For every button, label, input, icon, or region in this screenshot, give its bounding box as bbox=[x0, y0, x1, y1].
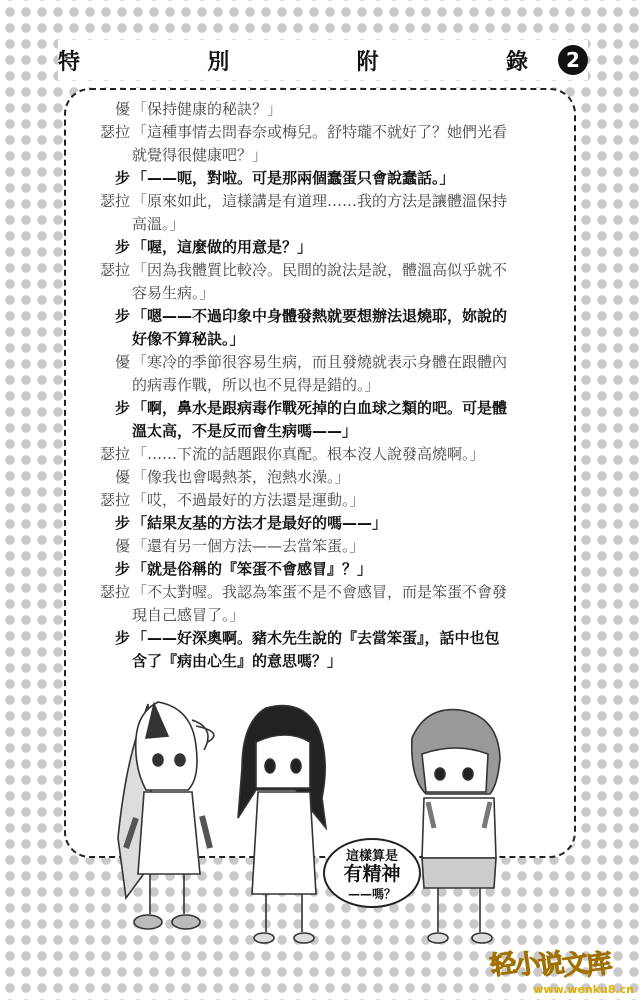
speaker-name: 優 bbox=[114, 468, 130, 486]
watermark-char: 小 bbox=[512, 948, 543, 982]
speaker-name: 瑟拉 bbox=[99, 445, 130, 463]
speech-text: 「結果友基的方法才是最好的嗎——」 bbox=[132, 514, 388, 532]
speaker-name: 瑟拉 bbox=[99, 261, 130, 279]
speaker-name: 優 bbox=[114, 537, 130, 555]
chibi-character-left bbox=[118, 702, 214, 929]
speaker-name: 瑟拉 bbox=[99, 192, 130, 210]
speech-text: 「就是俗稱的『笨蛋不會感冒』？」 bbox=[132, 560, 373, 578]
speaker-name: 優 bbox=[114, 353, 130, 371]
dialogue-list bbox=[82, 98, 562, 673]
watermark-logo bbox=[488, 944, 615, 982]
speaker-name: 步 bbox=[114, 399, 130, 417]
dialogue-line bbox=[82, 581, 562, 627]
speech-text: 「不太對喔。我認為笨蛋不是不會感冒，而是笨蛋不會發 現自己感冒了。」 bbox=[132, 583, 508, 624]
chibi-character-middle bbox=[238, 706, 326, 944]
speaker-name: 步 bbox=[114, 514, 130, 532]
speech-text: 「——好深奧啊。豬木先生說的『去當笨蛋』，話中也包 含了『病由心生』的意思嗎？」 bbox=[132, 629, 500, 670]
speech-text: 「還有另一個方法——去當笨蛋。」 bbox=[132, 537, 365, 555]
chibi-character-right bbox=[412, 710, 500, 943]
speech-text: 「……下流的話題跟你真配。根本沒人說發高燒啊。」 bbox=[132, 445, 485, 463]
title-char: 別 bbox=[207, 49, 230, 75]
speech-text: 「啊，鼻水是跟病毒作戰死掉的白血球之類的吧。可是體 溫太高，不是反而會生病嗎——」 bbox=[132, 399, 508, 440]
dialogue-line bbox=[82, 397, 562, 443]
dialogue-line bbox=[82, 305, 562, 351]
speech-bubble bbox=[323, 838, 421, 908]
speech-text: 「保持健康的秘訣？」 bbox=[132, 100, 283, 118]
bubble-line-2: 有精神 bbox=[343, 862, 401, 885]
dialogue-line bbox=[82, 466, 562, 489]
title-char: 特 bbox=[58, 49, 81, 75]
speaker-name: 步 bbox=[114, 560, 130, 578]
speech-text: 「喔，這麼做的用意是？」 bbox=[132, 238, 313, 256]
title-char: 錄 bbox=[505, 49, 528, 75]
speaker-name: 步 bbox=[114, 307, 130, 325]
speaker-name: 步 bbox=[114, 169, 130, 187]
dialogue-line bbox=[82, 558, 562, 581]
dialogue-line bbox=[82, 190, 562, 236]
dialogue-line bbox=[82, 259, 562, 305]
dialogue-line bbox=[82, 98, 562, 121]
watermark-char: 文 bbox=[560, 948, 591, 982]
dialogue-line bbox=[82, 167, 562, 190]
dialogue-line bbox=[82, 443, 562, 466]
site-watermark bbox=[490, 944, 640, 1000]
watermark-char: 库 bbox=[584, 948, 615, 982]
speech-text: 「像我也會喝熱茶，泡熱水澡。」 bbox=[132, 468, 350, 486]
watermark-url: www.wenku8.cn bbox=[533, 983, 634, 996]
dialogue-line bbox=[82, 627, 562, 673]
watermark-char: 轻 bbox=[488, 948, 519, 982]
title-char: 附 bbox=[356, 49, 379, 75]
speech-text: 「因為我體質比較冷。民間的說法是說，體溫高似乎就不 容易生病。」 bbox=[132, 261, 508, 302]
bubble-line-3: ——嗎？ bbox=[347, 886, 396, 901]
chapter-number-badge: 2 bbox=[558, 45, 588, 75]
speaker-name: 瑟拉 bbox=[99, 583, 130, 601]
dialogue-line bbox=[82, 121, 562, 167]
watermark-char: 说 bbox=[536, 948, 567, 982]
speaker-name: 瑟拉 bbox=[99, 491, 130, 509]
speech-text: 「——呃，對啦。可是那兩個蠢蛋只會說蠢話。」 bbox=[132, 169, 455, 187]
dialogue-line bbox=[82, 512, 562, 535]
speech-text: 「嗯——不過印象中身體發熱就要想辦法退燒耶，妳說的 好像不算秘訣。」 bbox=[132, 307, 508, 348]
speech-text: 「這種事情去問春奈或梅兒。舒特瓏不就好了？她們光看 就覺得很健康吧？」 bbox=[132, 123, 508, 164]
speech-text: 「哎，不過最好的方法還是運動。」 bbox=[132, 491, 365, 509]
speaker-name: 步 bbox=[114, 238, 130, 256]
speech-text: 「原來如此，這樣講是有道理……我的方法是讓體溫保持 高溫。」 bbox=[132, 192, 508, 233]
page-header bbox=[58, 40, 588, 80]
chibi-characters-illustration bbox=[96, 698, 526, 948]
chapter-title bbox=[58, 45, 528, 76]
dialogue-line bbox=[82, 535, 562, 558]
bubble-line-1: 這樣算是 bbox=[345, 848, 398, 864]
dialogue-line bbox=[82, 351, 562, 397]
dialogue-line bbox=[82, 489, 562, 512]
speaker-name: 瑟拉 bbox=[99, 123, 130, 141]
speech-text: 「寒冷的季節很容易生病，而且發燒就表示身體在跟體內 的病毒作戰，所以也不見得是錯的。」 bbox=[132, 353, 508, 394]
speaker-name: 步 bbox=[114, 629, 130, 647]
speaker-name: 優 bbox=[114, 100, 130, 118]
dialogue-line bbox=[82, 236, 562, 259]
